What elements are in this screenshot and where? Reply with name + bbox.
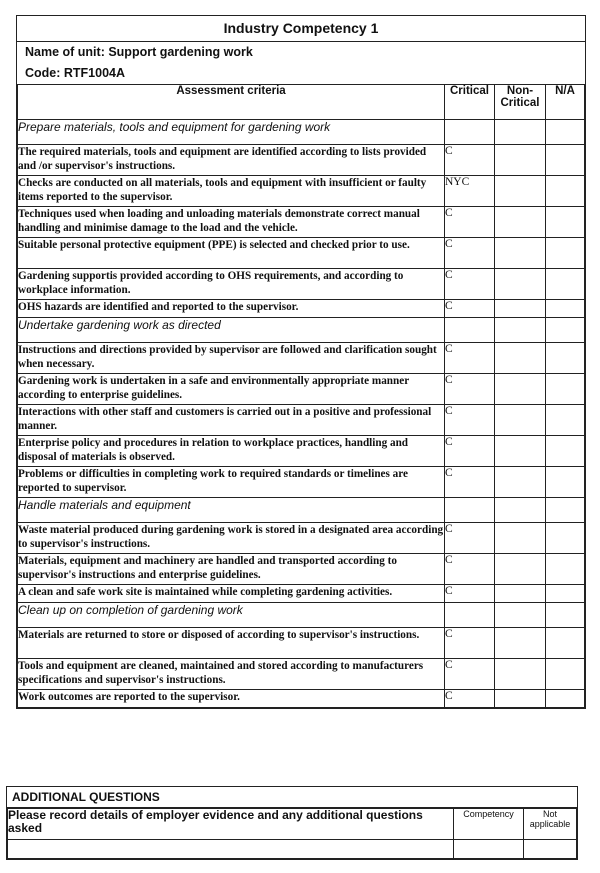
critical-mark[interactable]: C bbox=[445, 269, 495, 300]
criteria-row bbox=[18, 343, 585, 374]
non-critical-mark[interactable] bbox=[495, 554, 546, 585]
non-critical-mark[interactable] bbox=[495, 659, 546, 690]
criteria-row bbox=[18, 659, 585, 690]
non-critical-mark[interactable] bbox=[495, 628, 546, 659]
na-mark[interactable] bbox=[546, 436, 585, 467]
section-title: Handle materials and equipment bbox=[18, 498, 445, 523]
criteria-row bbox=[18, 374, 585, 405]
criteria-text: Enterprise policy and procedures in relation to workplace practices, handling and disposal of materials is observed. bbox=[18, 436, 445, 467]
section-empty-cell bbox=[445, 318, 495, 343]
non-critical-mark[interactable] bbox=[495, 585, 546, 603]
na-mark[interactable] bbox=[546, 467, 585, 498]
non-critical-mark[interactable] bbox=[495, 176, 546, 207]
critical-mark[interactable]: C bbox=[445, 207, 495, 238]
criteria-row bbox=[18, 238, 585, 269]
na-mark[interactable] bbox=[546, 374, 585, 405]
unit-code: Code: RTF1004A bbox=[25, 66, 126, 80]
criteria-text: Suitable personal protective equipment (PPE) is selected and checked prior to use. bbox=[18, 238, 445, 269]
additional-questions-box bbox=[6, 786, 578, 860]
section-empty-cell bbox=[546, 498, 585, 523]
criteria-text: OHS hazards are identified and reported to the supervisor. bbox=[18, 300, 445, 318]
critical-mark[interactable]: C bbox=[445, 467, 495, 498]
non-critical-mark[interactable] bbox=[495, 690, 546, 708]
section-empty-cell bbox=[495, 498, 546, 523]
criteria-text: Checks are conducted on all materials, tools and equipment with insufficient or faulty items reported to the supervisor. bbox=[18, 176, 445, 207]
additional-questions-table bbox=[7, 808, 577, 859]
criteria-text: Materials are returned to store or disposed of according to supervisor's instructions. bbox=[18, 628, 445, 659]
header-not-applicable-line1: Not bbox=[542, 809, 557, 819]
critical-mark[interactable]: C bbox=[445, 145, 495, 176]
section-empty-cell bbox=[445, 120, 495, 145]
criteria-row bbox=[18, 467, 585, 498]
critical-mark[interactable]: NYC bbox=[445, 176, 495, 207]
non-critical-mark[interactable] bbox=[495, 300, 546, 318]
na-mark[interactable] bbox=[546, 659, 585, 690]
non-critical-mark[interactable] bbox=[495, 523, 546, 554]
header-critical: Critical bbox=[445, 85, 495, 120]
additional-questions-prompt: Please record details of employer evidence and any additional questions asked bbox=[8, 809, 454, 840]
unit-name: Name of unit: Support gardening work bbox=[25, 45, 253, 59]
criteria-row bbox=[18, 207, 585, 238]
criteria-text: Waste material produced during gardening work is stored in a designated area according to supervisor's instructions. bbox=[18, 523, 445, 554]
section-row bbox=[18, 498, 585, 523]
critical-mark[interactable]: C bbox=[445, 628, 495, 659]
evidence-input-cell[interactable] bbox=[8, 840, 454, 859]
criteria-text: Materials, equipment and machinery are handled and transported according to supervisor's instructions and enterprise guidelines. bbox=[18, 554, 445, 585]
section-empty-cell bbox=[445, 603, 495, 628]
header-na: N/A bbox=[546, 85, 585, 120]
criteria-row bbox=[18, 145, 585, 176]
critical-mark[interactable]: C bbox=[445, 554, 495, 585]
section-empty-cell bbox=[495, 603, 546, 628]
competency-input-cell[interactable] bbox=[454, 840, 524, 859]
critical-mark[interactable]: C bbox=[445, 300, 495, 318]
criteria-row bbox=[18, 300, 585, 318]
critical-mark[interactable]: C bbox=[445, 585, 495, 603]
criteria-text: Problems or difficulties in completing work to required standards or timelines are reported to supervisor. bbox=[18, 467, 445, 498]
section-empty-cell bbox=[495, 120, 546, 145]
header-competency: Competency bbox=[454, 809, 524, 840]
criteria-text: A clean and safe work site is maintained while completing gardening activities. bbox=[18, 585, 445, 603]
section-empty-cell bbox=[495, 318, 546, 343]
header-not-applicable-line2: applicable bbox=[529, 819, 571, 829]
assessment-body bbox=[18, 120, 585, 708]
section-empty-cell bbox=[546, 120, 585, 145]
na-mark[interactable] bbox=[546, 523, 585, 554]
criteria-text: Gardening work is undertaken in a safe and environmentally appropriate manner according to enterprise guidelines. bbox=[18, 374, 445, 405]
additional-questions-title: ADDITIONAL QUESTIONS bbox=[7, 787, 577, 808]
non-critical-mark[interactable] bbox=[495, 145, 546, 176]
not-applicable-input-cell[interactable] bbox=[524, 840, 577, 859]
non-critical-mark[interactable] bbox=[495, 238, 546, 269]
competency-form bbox=[16, 15, 586, 709]
critical-mark[interactable]: C bbox=[445, 523, 495, 554]
criteria-text: Tools and equipment are cleaned, maintained and stored according to manufacturers specifications and supervisor's instructions. bbox=[18, 659, 445, 690]
critical-mark[interactable]: C bbox=[445, 374, 495, 405]
criteria-row bbox=[18, 405, 585, 436]
criteria-row bbox=[18, 585, 585, 603]
criteria-text: Gardening supportis provided according to OHS requirements, and according to workplace information. bbox=[18, 269, 445, 300]
critical-mark[interactable]: C bbox=[445, 690, 495, 708]
criteria-text: The required materials, tools and equipment are identified according to lists provided and /or supervisor's instructions. bbox=[18, 145, 445, 176]
criteria-row bbox=[18, 523, 585, 554]
section-title: Undertake gardening work as directed bbox=[18, 318, 445, 343]
section-empty-cell bbox=[445, 498, 495, 523]
criteria-text: Interactions with other staff and customers is carried out in a positive and professional manner. bbox=[18, 405, 445, 436]
na-mark[interactable] bbox=[546, 343, 585, 374]
critical-mark[interactable]: C bbox=[445, 659, 495, 690]
critical-mark[interactable]: C bbox=[445, 405, 495, 436]
critical-mark[interactable]: C bbox=[445, 436, 495, 467]
na-mark[interactable] bbox=[546, 238, 585, 269]
non-critical-mark[interactable] bbox=[495, 374, 546, 405]
form-title: Industry Competency 1 bbox=[17, 16, 585, 42]
criteria-text: Work outcomes are reported to the supervisor. bbox=[18, 690, 445, 708]
section-title: Clean up on completion of gardening work bbox=[18, 603, 445, 628]
na-mark[interactable] bbox=[546, 145, 585, 176]
na-mark[interactable] bbox=[546, 585, 585, 603]
na-mark[interactable] bbox=[546, 269, 585, 300]
critical-mark[interactable]: C bbox=[445, 343, 495, 374]
non-critical-mark[interactable] bbox=[495, 436, 546, 467]
criteria-row bbox=[18, 690, 585, 708]
section-title: Prepare materials, tools and equipment for gardening work bbox=[18, 120, 445, 145]
na-mark[interactable] bbox=[546, 405, 585, 436]
na-mark[interactable] bbox=[546, 300, 585, 318]
header-non-critical bbox=[495, 85, 546, 120]
section-row bbox=[18, 318, 585, 343]
non-critical-mark[interactable] bbox=[495, 467, 546, 498]
criteria-row bbox=[18, 628, 585, 659]
section-empty-cell bbox=[546, 603, 585, 628]
section-row bbox=[18, 603, 585, 628]
non-critical-mark[interactable] bbox=[495, 207, 546, 238]
criteria-text: Instructions and directions provided by supervisor are followed and clarification sought when necessary. bbox=[18, 343, 445, 374]
na-mark[interactable] bbox=[546, 690, 585, 708]
header-assessment-criteria: Assessment criteria bbox=[18, 85, 445, 120]
assessment-table bbox=[17, 84, 585, 708]
non-critical-mark[interactable] bbox=[495, 269, 546, 300]
non-critical-mark[interactable] bbox=[495, 405, 546, 436]
header-non-critical-line1: Non- bbox=[506, 85, 534, 97]
critical-mark[interactable]: C bbox=[445, 238, 495, 269]
na-mark[interactable] bbox=[546, 207, 585, 238]
na-mark[interactable] bbox=[546, 176, 585, 207]
criteria-row bbox=[18, 554, 585, 585]
criteria-row bbox=[18, 269, 585, 300]
section-row bbox=[18, 120, 585, 145]
na-mark[interactable] bbox=[546, 628, 585, 659]
header-non-critical-line2: Critical bbox=[500, 97, 540, 109]
na-mark[interactable] bbox=[546, 554, 585, 585]
criteria-text: Techniques used when loading and unloading materials demonstrate correct manual handling and minimise damage to the load and the vehicle. bbox=[18, 207, 445, 238]
criteria-row bbox=[18, 436, 585, 467]
header-not-applicable bbox=[524, 809, 577, 840]
section-empty-cell bbox=[546, 318, 585, 343]
criteria-row bbox=[18, 176, 585, 207]
non-critical-mark[interactable] bbox=[495, 343, 546, 374]
